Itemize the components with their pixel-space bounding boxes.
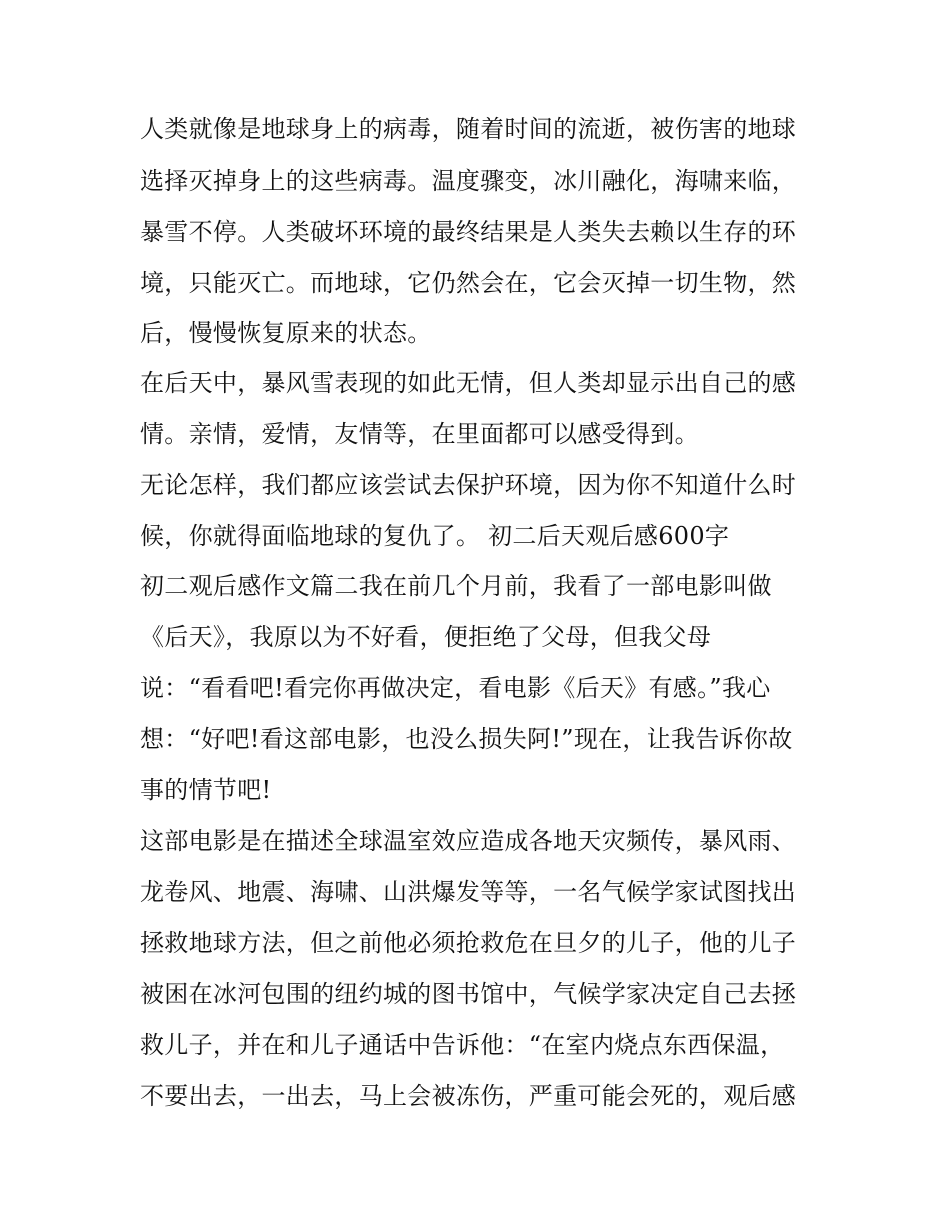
text-line-1: 人类就像是地球身上的病毒，随着时间的流逝，被伤害的地球	[140, 115, 797, 143]
text-line-11: 《后天》，我原以为不好看，便拒绝了父母，但我父母	[140, 623, 712, 651]
text-line-8: 无论怎样，我们都应该尝试去保护环境，因为你不知道什么时	[140, 471, 797, 499]
text-line-7: 情。亲情，爱情，友情等，在里面都可以感受得到。	[140, 420, 699, 448]
text-line-17: 拯救地球方法，但之前他必须抢救危在旦夕的儿子，他的儿子	[140, 929, 797, 957]
text-line-4: 境，只能灭亡。而地球，它仍然会在，它会灭掉一切生物，然	[140, 269, 797, 297]
text-line-15: 这部电影是在描述全球温室效应造成各地天灾频传，暴风雨、	[140, 827, 797, 855]
text-line-9: 候，你就得面临地球的复仇了。 初二后天观后感600字	[140, 522, 730, 550]
text-line-3: 暴雪不停。人类破坏环境的最终结果是人类失去赖以生存的环	[140, 218, 797, 246]
text-line-14: 事的情节吧!	[140, 776, 272, 804]
text-line-13: 想：“好吧!看这部电影，也没么损失阿!”现在，让我告诉你故	[140, 725, 793, 753]
text-line-20: 不要出去，一出去，马上会被冻伤，严重可能会死的，观后感	[140, 1082, 797, 1110]
text-line-10: 初二观后感作文篇二我在前几个月前，我看了一部电影叫做	[140, 572, 772, 600]
text-line-12: 说：“看看吧!看完你再做决定，看电影《后天》有感。”我心	[140, 674, 771, 702]
text-line-19: 救儿子，并在和儿子通话中告诉他：“在室内烧点东西保温，	[140, 1031, 785, 1059]
text-line-2: 选择灭掉身上的这些病毒。温度骤变，冰川融化，海啸来临，	[140, 167, 797, 195]
text-line-18: 被困在冰河包围的纽约城的图书馆中，气候学家决定自己去拯	[140, 980, 797, 1008]
text-line-5: 后，慢慢恢复原来的状态。	[140, 319, 432, 347]
text-line-6: 在后天中，暴风雪表现的如此无情，但人类却显示出自己的感	[140, 369, 797, 397]
text-line-16: 龙卷风、地震、海啸、山洪爆发等等，一名气候学家试图找出	[140, 878, 797, 906]
